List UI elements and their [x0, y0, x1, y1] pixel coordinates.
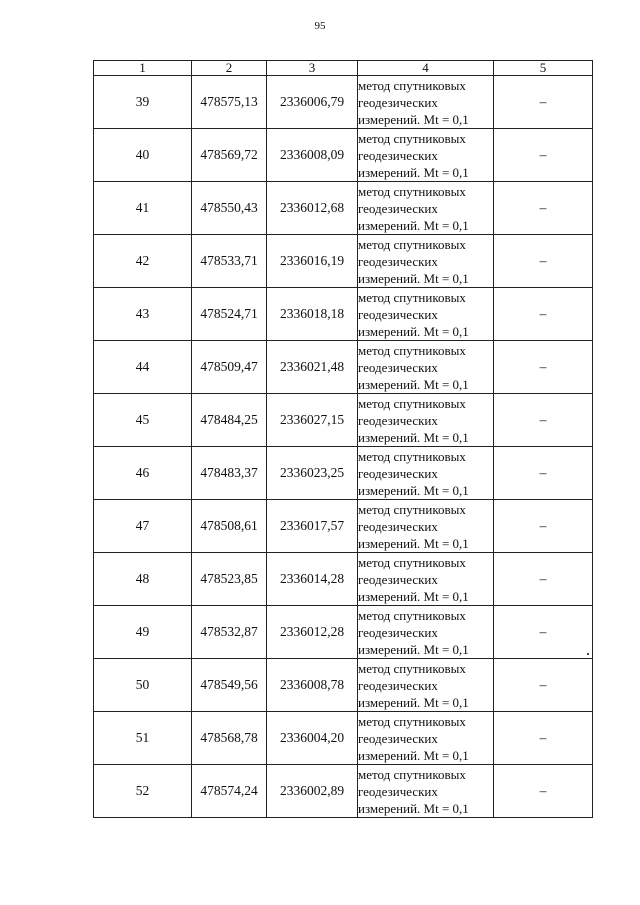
table-row — [94, 76, 593, 129]
x-coordinate-cell: 478523,85 — [192, 553, 267, 606]
note-cell: – — [494, 765, 593, 818]
method-cell: метод спутниковых геодезических измерений. Mt = 0,1 — [358, 288, 494, 341]
table-row — [94, 606, 593, 659]
point-number-cell: 44 — [94, 341, 192, 394]
method-cell: метод спутниковых геодезических измерений. Mt = 0,1 — [358, 129, 494, 182]
y-coordinate-cell: 2336014,28 — [267, 553, 358, 606]
y-coordinate-cell: 2336006,79 — [267, 76, 358, 129]
x-coordinate-cell: 478575,13 — [192, 76, 267, 129]
note-cell: – — [494, 76, 593, 129]
point-number-cell: 43 — [94, 288, 192, 341]
y-coordinate-cell: 2336008,09 — [267, 129, 358, 182]
method-cell: метод спутниковых геодезических измерений. Mt = 0,1 — [358, 553, 494, 606]
point-number-cell: 40 — [94, 129, 192, 182]
table-row — [94, 447, 593, 500]
y-coordinate-cell: 2336012,68 — [267, 182, 358, 235]
note-cell: – — [494, 129, 593, 182]
table-row — [94, 394, 593, 447]
note-cell: – — [494, 182, 593, 235]
method-cell: метод спутниковых геодезических измерений. Mt = 0,1 — [358, 76, 494, 129]
method-cell: метод спутниковых геодезических измерений. Mt = 0,1 — [358, 235, 494, 288]
point-number-cell: 48 — [94, 553, 192, 606]
method-cell: метод спутниковых геодезических измерений. Mt = 0,1 — [358, 606, 494, 659]
table-row — [94, 341, 593, 394]
method-cell: метод спутниковых геодезических измерений. Mt = 0,1 — [358, 500, 494, 553]
x-coordinate-cell: 478509,47 — [192, 341, 267, 394]
note-cell: – — [494, 235, 593, 288]
note-cell: – — [494, 341, 593, 394]
y-coordinate-cell: 2336018,18 — [267, 288, 358, 341]
stray-mark — [587, 653, 589, 655]
note-cell: – — [494, 288, 593, 341]
y-coordinate-cell: 2336008,78 — [267, 659, 358, 712]
x-coordinate-cell: 478569,72 — [192, 129, 267, 182]
table-row — [94, 712, 593, 765]
x-coordinate-cell: 478549,56 — [192, 659, 267, 712]
method-cell: метод спутниковых геодезических измерений. Mt = 0,1 — [358, 712, 494, 765]
point-number-cell: 42 — [94, 235, 192, 288]
note-cell: – — [494, 500, 593, 553]
x-coordinate-cell: 478532,87 — [192, 606, 267, 659]
method-cell: метод спутниковых геодезических измерений. Mt = 0,1 — [358, 394, 494, 447]
y-coordinate-cell: 2336027,15 — [267, 394, 358, 447]
point-number-cell: 49 — [94, 606, 192, 659]
table-row — [94, 235, 593, 288]
table-row — [94, 182, 593, 235]
x-coordinate-cell: 478524,71 — [192, 288, 267, 341]
point-number-cell: 41 — [94, 182, 192, 235]
table-row — [94, 500, 593, 553]
y-coordinate-cell: 2336021,48 — [267, 341, 358, 394]
table-row — [94, 129, 593, 182]
point-number-cell: 45 — [94, 394, 192, 447]
x-coordinate-cell: 478533,71 — [192, 235, 267, 288]
method-cell: метод спутниковых геодезических измерений. Mt = 0,1 — [358, 659, 494, 712]
table-body — [94, 76, 593, 818]
point-number-cell: 47 — [94, 500, 192, 553]
method-cell: метод спутниковых геодезических измерений. Mt = 0,1 — [358, 182, 494, 235]
column-header-5: 5 — [494, 61, 593, 76]
method-cell: метод спутниковых геодезических измерений. Mt = 0,1 — [358, 765, 494, 818]
column-header-2: 2 — [192, 61, 267, 76]
y-coordinate-cell: 2336016,19 — [267, 235, 358, 288]
y-coordinate-cell: 2336017,57 — [267, 500, 358, 553]
note-cell: – — [494, 553, 593, 606]
point-number-cell: 46 — [94, 447, 192, 500]
coordinates-table — [93, 60, 593, 818]
method-cell: метод спутниковых геодезических измерений. Mt = 0,1 — [358, 447, 494, 500]
note-cell: – — [494, 447, 593, 500]
y-coordinate-cell: 2336004,20 — [267, 712, 358, 765]
point-number-cell: 51 — [94, 712, 192, 765]
note-cell: – — [494, 712, 593, 765]
y-coordinate-cell: 2336012,28 — [267, 606, 358, 659]
table-row — [94, 288, 593, 341]
page-number: 95 — [314, 20, 326, 32]
point-number-cell: 52 — [94, 765, 192, 818]
y-coordinate-cell: 2336002,89 — [267, 765, 358, 818]
column-header-1: 1 — [94, 61, 192, 76]
method-cell: метод спутниковых геодезических измерений. Mt = 0,1 — [358, 341, 494, 394]
x-coordinate-cell: 478568,78 — [192, 712, 267, 765]
x-coordinate-cell: 478574,24 — [192, 765, 267, 818]
column-header-3: 3 — [267, 61, 358, 76]
note-cell: – — [494, 659, 593, 712]
y-coordinate-cell: 2336023,25 — [267, 447, 358, 500]
x-coordinate-cell: 478484,25 — [192, 394, 267, 447]
table-row — [94, 659, 593, 712]
point-number-cell: 39 — [94, 76, 192, 129]
note-cell: – — [494, 606, 593, 659]
column-header-4: 4 — [358, 61, 494, 76]
x-coordinate-cell: 478550,43 — [192, 182, 267, 235]
point-number-cell: 50 — [94, 659, 192, 712]
note-cell: – — [494, 394, 593, 447]
table-row — [94, 765, 593, 818]
table-row — [94, 553, 593, 606]
table-header-row — [94, 61, 593, 76]
x-coordinate-cell: 478508,61 — [192, 500, 267, 553]
x-coordinate-cell: 478483,37 — [192, 447, 267, 500]
